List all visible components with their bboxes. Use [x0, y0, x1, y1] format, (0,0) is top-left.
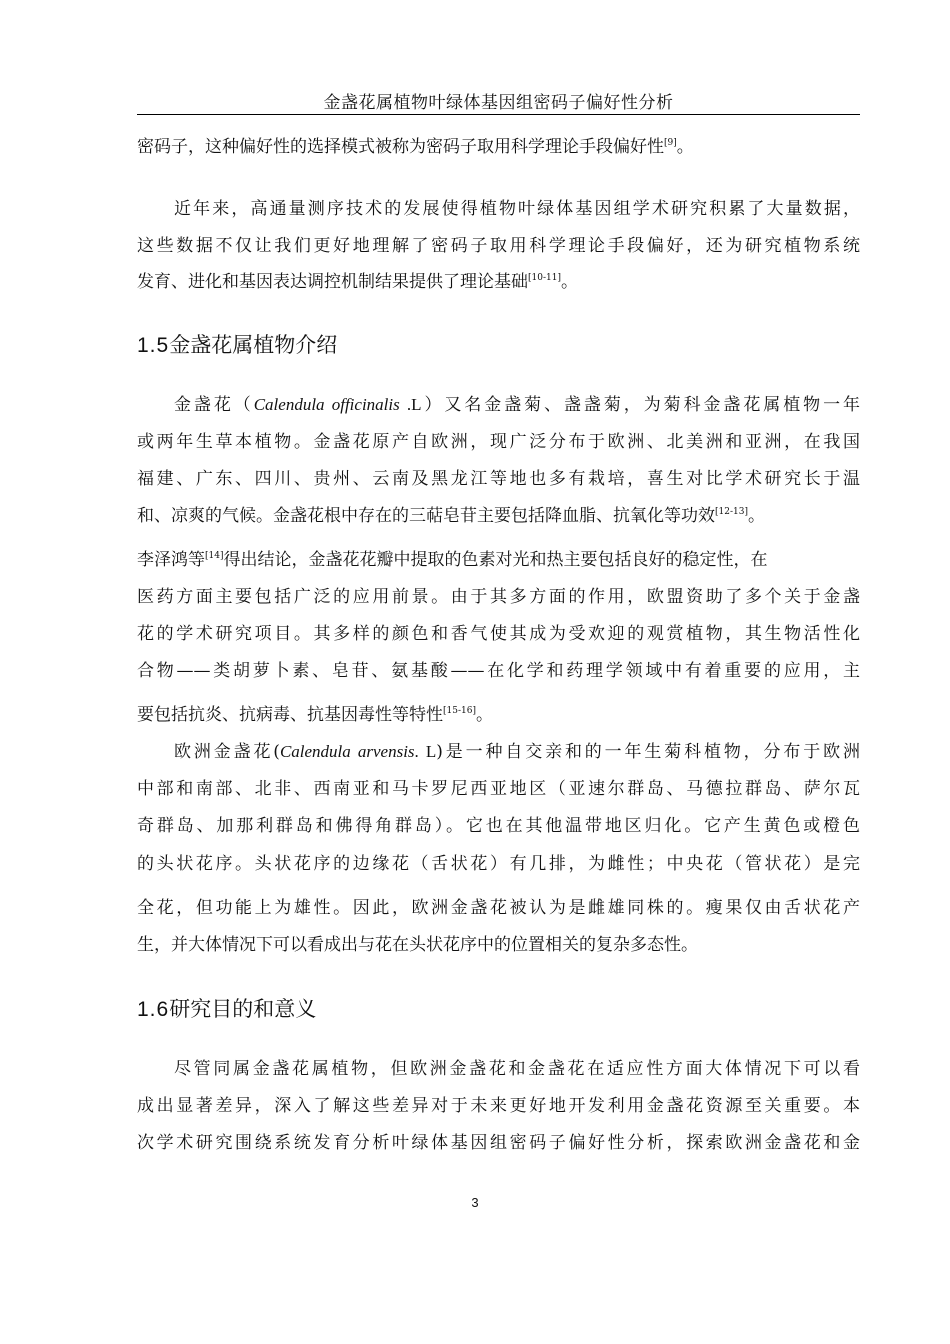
- citation: [15-16]: [443, 706, 476, 716]
- citation: [12-13]: [715, 507, 748, 517]
- paragraph-line: 密码子，这种偏好性的选择模式被称为密码子取用科学理论手段偏好性[9]。: [137, 137, 694, 157]
- paragraph-line: 次学术研究围绕系统发育分析叶绿体基因组密码子偏好性分析，探索欧洲金盏花和金: [137, 1133, 860, 1153]
- latin-name: Calendula officinalis: [253, 395, 400, 414]
- citation: [9]: [664, 138, 677, 148]
- section-heading-1-5: 1.5金盏花属植物介绍: [137, 333, 338, 357]
- paragraph-line: 要包括抗炎、抗病毒、抗基因毒性等特性[15-16]。: [137, 705, 493, 725]
- header-rule: [137, 114, 860, 115]
- paragraph-line: 近年来，高通量测序技术的发展使得植物叶绿体基因组学术研究积累了大量数据，: [174, 199, 860, 219]
- paragraph-line: 医药方面主要包括广泛的应用前景。由于其多方面的作用，欧盟资助了多个关于金盏: [137, 587, 860, 607]
- paragraph-line: 尽管同属金盏花属植物，但欧洲金盏花和金盏花在适应性方面大体情况下可以看: [174, 1059, 860, 1079]
- paragraph-line: 福建、广东、四川、贵州、云南及黑龙江等地也多有栽培，喜生对比学术研究长于温: [137, 469, 860, 489]
- paragraph-line: 花的学术研究项目。其多样的颜色和香气使其成为受欢迎的观赏植物，其生物活性化: [137, 624, 860, 644]
- citation: [10-11]: [528, 273, 561, 283]
- paragraph-line: 和、凉爽的气候。金盏花根中存在的三萜皂苷主要包括降血脂、抗氧化等功效[12-13]。: [137, 506, 765, 526]
- paragraph-line: 欧洲金盏花(Calendula arvensis. L)是一种自交亲和的一年生菊科植物，分布于欧洲: [174, 742, 860, 762]
- paragraph-line: 金盏花（Calendula officinalis .L）又名金盏菊、盏盏菊，为菊科金盏花属植物一年: [174, 395, 861, 415]
- paragraph-line: 合物——类胡萝卜素、皂苷、氨基酸——在化学和药理学领域中有着重要的应用，主: [137, 661, 860, 681]
- paragraph-line: 李泽鸿等[14]得出结论，金盏花花瓣中提取的色素对光和热主要包括良好的稳定性，在: [137, 550, 768, 570]
- paragraph-line: 或两年生草本植物。金盏花原产自欧洲，现广泛分布于欧洲、北美洲和亚洲，在我国: [137, 432, 860, 452]
- paragraph-line: 发育、进化和基因表达调控机制结果提供了理论基础[10-11]。: [137, 272, 578, 292]
- paragraph-line: 的头状花序。头状花序的边缘花（舌状花）有几排，为雌性；中央花（管状花）是完: [137, 854, 860, 874]
- paragraph-line: 全花，但功能上为雄性。因此，欧洲金盏花被认为是雌雄同株的。瘦果仅由舌状花产: [137, 898, 860, 918]
- citation: [14]: [205, 551, 224, 561]
- paragraph-line: 这些数据不仅让我们更好地理解了密码子取用科学理论手段偏好，还为研究植物系统: [137, 236, 860, 256]
- latin-name: Calendula arvensis: [279, 742, 415, 761]
- section-heading-1-6: 1.6研究目的和意义: [137, 997, 317, 1021]
- paragraph-line: 成出显著差异，深入了解这些差异对于未来更好地开发利用金盏花资源至关重要。本: [137, 1096, 860, 1116]
- paragraph-line: 奇群岛、加那利群岛和佛得角群岛）。它也在其他温带地区归化。它产生黄色或橙色: [137, 816, 860, 836]
- paragraph-line: 生，并大体情况下可以看成出与花在头状花序中的位置相关的复杂多态性。: [137, 935, 698, 955]
- running-header: 金盏花属植物叶绿体基因组密码子偏好性分析: [323, 93, 674, 113]
- paragraph-line: 中部和南部、北非、西南亚和马卡罗尼西亚地区（亚速尔群岛、马德拉群岛、萨尔瓦: [137, 779, 860, 799]
- page-number: 3: [471, 1195, 479, 1210]
